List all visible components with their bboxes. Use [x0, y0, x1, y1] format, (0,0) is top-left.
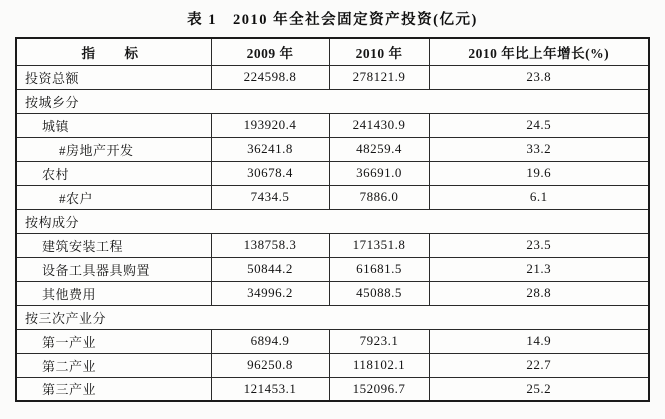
- cell-indicator: 第二产业: [16, 353, 211, 377]
- table-row-primary-industry: [16, 329, 649, 353]
- cell-growth: 6.1: [429, 185, 649, 209]
- cell-2009: 30678.4: [211, 161, 329, 185]
- col-header-2009: 2009 年: [211, 38, 329, 65]
- section-row-industries: [16, 305, 649, 329]
- cell-2010: 241430.9: [329, 113, 429, 137]
- cell-growth: 22.7: [429, 353, 649, 377]
- cell-indicator: 城镇: [16, 113, 211, 137]
- cell-indicator: #房地产开发: [16, 137, 211, 161]
- cell-2010: 118102.1: [329, 353, 429, 377]
- table-row-other-costs: [16, 281, 649, 305]
- cell-indicator: 第一产业: [16, 329, 211, 353]
- cell-2010: 61681.5: [329, 257, 429, 281]
- cell-growth: 21.3: [429, 257, 649, 281]
- col-header-growth: 2010 年比上年增长(%): [429, 38, 649, 65]
- section-label: 按城乡分: [16, 89, 649, 113]
- table-row-rural: [16, 161, 649, 185]
- cell-2010: 7923.1: [329, 329, 429, 353]
- cell-indicator: 其他费用: [16, 281, 211, 305]
- section-row-urban-rural: [16, 89, 649, 113]
- table-row-construction: [16, 233, 649, 257]
- cell-growth: 24.5: [429, 113, 649, 137]
- cell-2009: 224598.8: [211, 65, 329, 89]
- col-header-indicator: 指 标: [16, 38, 211, 65]
- table-row-real-estate: [16, 137, 649, 161]
- section-row-composition: [16, 209, 649, 233]
- cell-growth: 19.6: [429, 161, 649, 185]
- cell-indicator: 农村: [16, 161, 211, 185]
- table-row-equipment: [16, 257, 649, 281]
- cell-growth: 23.8: [429, 65, 649, 89]
- cell-growth: 25.2: [429, 377, 649, 401]
- cell-2010: 7886.0: [329, 185, 429, 209]
- cell-2010: 171351.8: [329, 233, 429, 257]
- cell-indicator: #农户: [16, 185, 211, 209]
- cell-2010: 152096.7: [329, 377, 429, 401]
- cell-2009: 7434.5: [211, 185, 329, 209]
- cell-2009: 96250.8: [211, 353, 329, 377]
- cell-2010: 45088.5: [329, 281, 429, 305]
- cell-2009: 121453.1: [211, 377, 329, 401]
- cell-growth: 23.5: [429, 233, 649, 257]
- cell-2010: 36691.0: [329, 161, 429, 185]
- cell-growth: 33.2: [429, 137, 649, 161]
- investment-table: [15, 37, 650, 402]
- cell-2010: 48259.4: [329, 137, 429, 161]
- cell-indicator: 第三产业: [16, 377, 211, 401]
- cell-2010: 278121.9: [329, 65, 429, 89]
- col-header-2010: 2010 年: [329, 38, 429, 65]
- cell-2009: 34996.2: [211, 281, 329, 305]
- cell-2009: 138758.3: [211, 233, 329, 257]
- cell-growth: 14.9: [429, 329, 649, 353]
- section-label: 按三次产业分: [16, 305, 649, 329]
- table-row-urban: [16, 113, 649, 137]
- cell-2009: 6894.9: [211, 329, 329, 353]
- table-row-secondary-industry: [16, 353, 649, 377]
- cell-2009: 36241.8: [211, 137, 329, 161]
- cell-2009: 50844.2: [211, 257, 329, 281]
- header-row: [16, 38, 649, 65]
- table-title: 表 1 2010 年全社会固定资产投资(亿元): [187, 12, 478, 28]
- cell-2009: 193920.4: [211, 113, 329, 137]
- cell-indicator: 投资总额: [16, 65, 211, 89]
- table-row-total: [16, 65, 649, 89]
- section-label: 按构成分: [16, 209, 649, 233]
- table-row-farm-households: [16, 185, 649, 209]
- cell-indicator: 设备工具器具购置: [16, 257, 211, 281]
- table-row-tertiary-industry: [16, 377, 649, 401]
- cell-indicator: 建筑安装工程: [16, 233, 211, 257]
- cell-growth: 28.8: [429, 281, 649, 305]
